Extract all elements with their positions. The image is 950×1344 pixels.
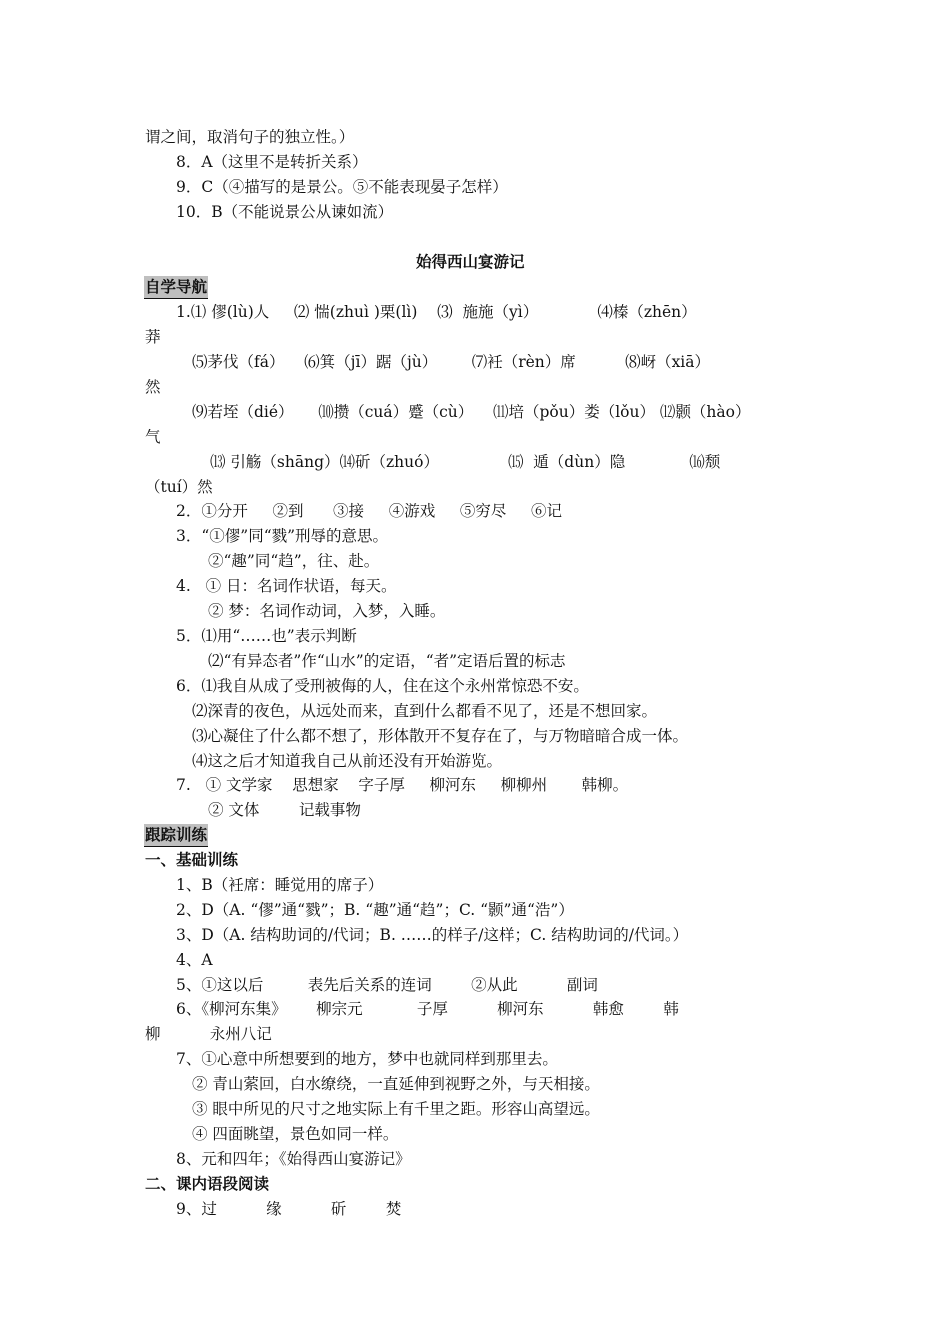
- q1-line1-wrap: 莽: [145, 328, 161, 346]
- q7-line2: ② 文体 记载事物: [208, 801, 361, 819]
- q1-line2-wrap: 然: [145, 378, 161, 396]
- t5-line: 5、①这以后 表先后关系的连词 ②从此 副词: [176, 976, 598, 994]
- q1-line3: ⑼若垤（dié） ⑽攒（cuá）蹙（cù） ⑾培（pǒu）娄（lǒu） ⑿颢（hào）: [192, 403, 751, 421]
- t1-line: 1、B（衽席：睡觉用的席子）: [176, 876, 384, 894]
- q7-line1: 7. ① 文学家 思想家 字子厚 柳河东 柳柳州 韩柳。: [176, 776, 629, 794]
- q1-line1: 1.⑴ 僇(lù)人 ⑵ 惴(zhuì )栗(lì) ⑶ 施施（yì） ⑷榛（zhēn）: [176, 303, 697, 321]
- q3-line1: 3．“①僇”同“戮”刑辱的意思。: [176, 527, 389, 545]
- q6-line4: ⑷这之后才知道我自己从前还没有开始游览。: [192, 752, 503, 770]
- t6-line1: 6、《柳河东集》 柳宗元 子厚 柳河东 韩愈 韩: [176, 1000, 679, 1018]
- answer-10: 10．B（不能说景公从谏如流）: [176, 203, 394, 221]
- q2-line: 2．①分开 ②到 ③接 ④游戏 ⑤穷尽 ⑥记: [176, 502, 562, 520]
- q1-line4: ⒀ 引觞（shāng）⒁斫（zhuó） ⒂ 遁（dùn）隐 ⒃颓: [210, 453, 721, 471]
- t4-line: 4、A: [176, 951, 213, 969]
- q1-line4-wrap: （tuí）然: [145, 478, 213, 496]
- answer-9: 9．C（④描写的是景公。⑤不能表现晏子怎样）: [176, 178, 508, 196]
- q4-line2: ② 梦：名词作动词，入梦，入睡。: [208, 602, 446, 620]
- t7-line2: ② 青山萦回，白水缭绕，一直延伸到视野之外，与天相接。: [192, 1075, 600, 1093]
- q5-line1: 5．⑴用“……也”表示判断: [176, 627, 357, 645]
- t7-line3: ③ 眼中所见的尺寸之地实际上有千里之距。形容山高望远。: [192, 1100, 600, 1118]
- section-heading-reading: 二、课内语段阅读: [145, 1175, 270, 1193]
- q1-line3-wrap: 气: [145, 428, 161, 446]
- t2-line: 2、D（A. “僇”通“戮”；B. “趣”通“趋”；C. “颢”通“浩”）: [176, 901, 574, 919]
- t9-line: 9、过 缘 斫 焚: [176, 1200, 402, 1218]
- q6-line3: ⑶心凝住了什么都不想了，形体散开不复存在了，与万物暗暗合成一体。: [192, 727, 689, 745]
- article-title: 始得西山宴游记: [416, 253, 525, 271]
- section-label-self-study: 自学导航: [144, 276, 208, 299]
- q1-line2: ⑸茅伐（fá） ⑹箕（jī）踞（jù） ⑺衽（rèn）席 ⑻岈（xiā）: [192, 353, 711, 371]
- t7-line4: ④ 四面眺望，景色如同一样。: [192, 1125, 399, 1143]
- section-label-tracking: 跟踪训练: [144, 824, 208, 847]
- t3-line: 3、D（A. 结构助词的/代词；B. ……的样子/这样；C. 结构助词的/代词。）: [176, 926, 689, 944]
- answer-line: 谓之间，取消句子的独立性。）: [145, 128, 355, 146]
- q5-line2: ⑵“有异态者”作“山水”的定语，“者”定语后置的标志: [208, 652, 566, 670]
- answer-8: 8．A（这里不是转折关系）: [176, 153, 368, 171]
- q4-line1: 4. ① 日：名词作状语，每天。: [176, 577, 397, 595]
- t8-line: 8、元和四年；《始得西山宴游记》: [176, 1150, 411, 1168]
- t6-line2: 柳 永州八记: [145, 1025, 272, 1043]
- q6-line1: 6．⑴我自从成了受刑被侮的人，住在这个永州常惊恐不安。: [176, 677, 589, 695]
- q6-line2: ⑵深青的夜色，从远处而来，直到什么都看不见了，还是不想回家。: [192, 702, 658, 720]
- section-heading-basic: 一、基础训练: [145, 851, 239, 869]
- t7-line1: 7、①心意中所想要到的地方，梦中也就同样到那里去。: [176, 1050, 558, 1068]
- q3-line2: ②“趣”同“趋”，往、赴。: [208, 552, 380, 570]
